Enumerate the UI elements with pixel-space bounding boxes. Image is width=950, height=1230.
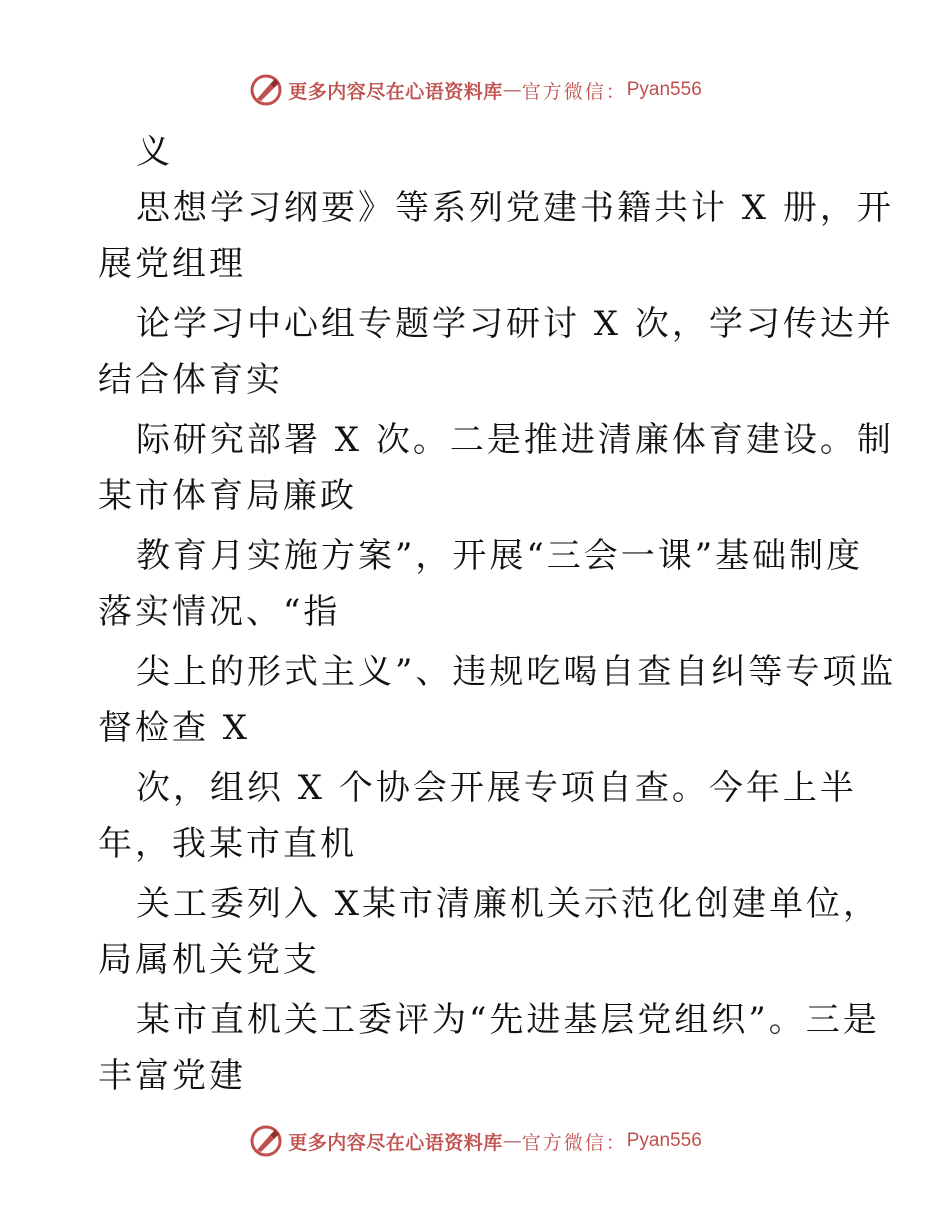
- watermark-sub-text: 官方微信：: [521, 1131, 627, 1154]
- watermark-id-text: Pyan556: [626, 79, 702, 100]
- text-line: 思想学习纲要》等系列党建书籍共计 X 册，开: [136, 188, 894, 228]
- watermark-separator: —: [502, 1130, 522, 1152]
- text-line: 局属机关党支: [98, 940, 320, 980]
- text-line: 教育月实施方案”，开展“三会一课”基础制度: [136, 536, 864, 576]
- header-watermark: [0, 70, 950, 110]
- text-line: 际研究部署 X 次。二是推进清廉体育建设。制: [136, 420, 894, 460]
- text-line: 次，组织 X 个协会开展专项自查。今年上半: [136, 768, 857, 808]
- watermark-separator: —: [502, 79, 522, 101]
- watermark-sub-text: 官方微信：: [521, 80, 627, 103]
- text-line: 督检查 X: [98, 708, 251, 748]
- text-line: 结合体育实: [98, 360, 283, 400]
- pen-nib-circle-icon: [248, 72, 284, 108]
- text-line: 某市体育局廉政: [98, 476, 357, 516]
- text-line: 关工委列入 X某市清廉机关示范化创建单位，: [136, 884, 881, 924]
- text-line: 某市直机关工委评为“先进基层党组织”。三是: [136, 1000, 880, 1040]
- text-line: 落实情况、“指: [98, 592, 341, 632]
- footer-watermark: [0, 1121, 950, 1161]
- text-line: 义: [136, 132, 173, 172]
- pen-nib-circle-icon: [248, 1123, 284, 1159]
- text-line: 论学习中心组专题学习研讨 X 次，学习传达并: [136, 304, 894, 344]
- watermark-main-text: 更多内容尽在心语资料库: [288, 1131, 503, 1154]
- text-line: 展党组理: [98, 244, 246, 284]
- text-line: 年，我某市直机: [98, 824, 357, 864]
- text-line: 尖上的形式主义”、违规吃喝自查自纠等专项监: [136, 652, 897, 692]
- watermark-id-text: Pyan556: [626, 1130, 702, 1151]
- watermark-main-text: 更多内容尽在心语资料库: [288, 80, 503, 103]
- text-line: 丰富党建: [98, 1056, 246, 1096]
